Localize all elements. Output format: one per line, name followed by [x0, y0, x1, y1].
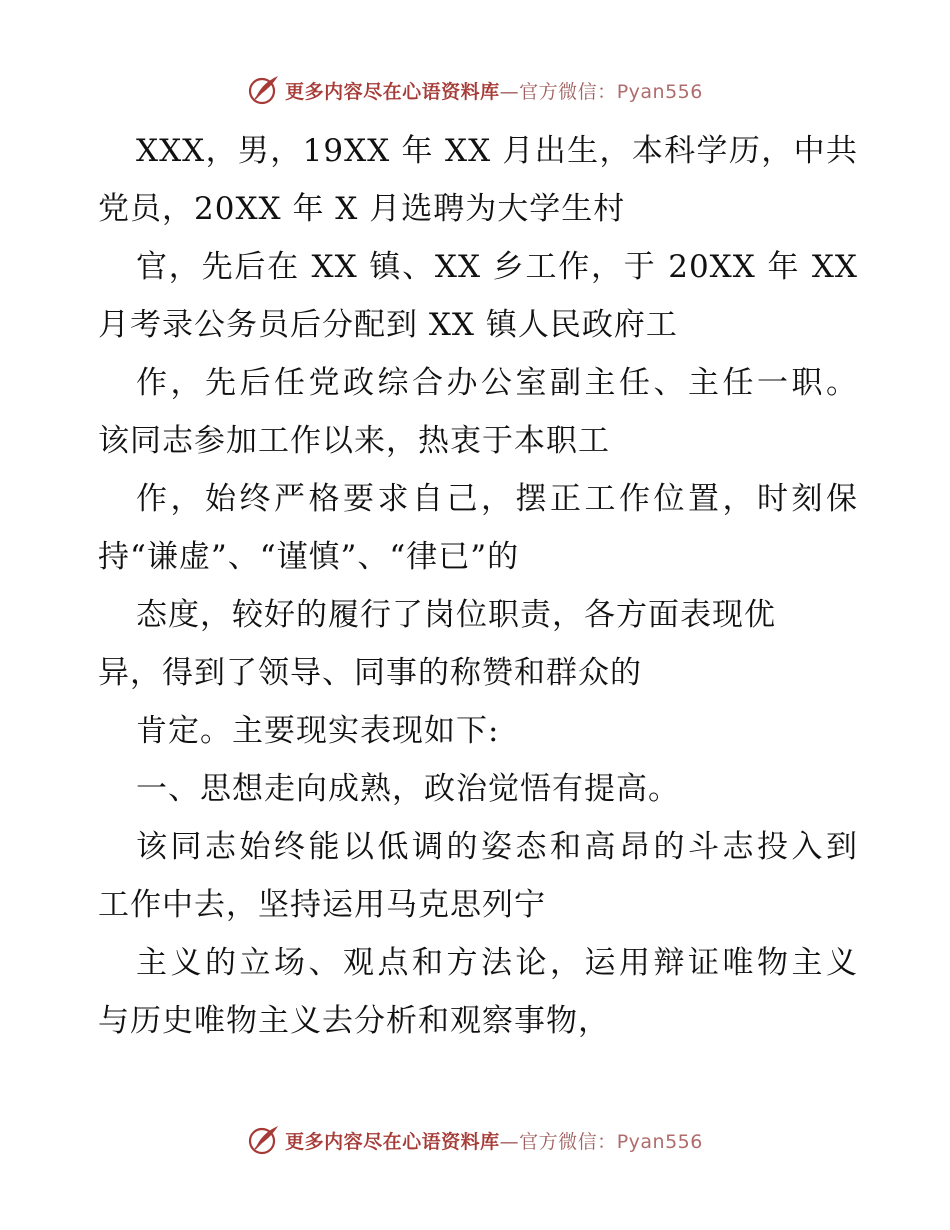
text-line: 态度，较好的履行了岗位职责，各方面表现优 — [136, 597, 776, 633]
watermark-wechat-label: 官方微信： — [519, 80, 617, 103]
quill-logo-icon — [247, 1123, 281, 1157]
section-heading: 一、思想走向成熟，政治觉悟有提高。 — [136, 771, 680, 807]
document-body — [98, 122, 858, 1050]
watermark-dash: — — [499, 1130, 520, 1153]
text-line: 与历史唯物主义去分析和观察事物， — [98, 1003, 610, 1039]
quill-logo-icon — [247, 73, 281, 107]
watermark-text — [285, 1127, 703, 1154]
watermark-wechat-id: Pyan556 — [616, 80, 703, 103]
text-line: 该同志始终能以低调的姿态和高昂的斗志投入到 — [136, 829, 858, 865]
text-line: XXX，男，19XX 年 XX 月出生，本科学历，中共 — [136, 133, 858, 169]
watermark-dash: — — [499, 80, 520, 103]
text-line: 作，始终严格要求自己，摆正工作位置，时刻保 — [136, 481, 858, 517]
text-line: 该同志参加工作以来，热衷于本职工 — [98, 423, 610, 459]
watermark-wechat-label: 官方微信： — [519, 1130, 617, 1153]
text-line: 持“谦虚”、“谨慎”、“律已”的 — [98, 539, 520, 575]
header-watermark — [0, 70, 950, 110]
watermark-brand: 更多内容尽在心语资料库 — [285, 1130, 500, 1153]
text-line: 异，得到了领导、同事的称赞和群众的 — [98, 655, 642, 691]
footer-watermark — [0, 1120, 950, 1160]
watermark-text — [285, 77, 703, 104]
text-line: 党员，20XX 年 X 月选聘为大学生村 — [98, 191, 626, 227]
text-line: 官，先后在 XX 镇、XX 乡工作，于 20XX 年 XX — [136, 249, 858, 285]
text-line: 工作中去，坚持运用马克思列宁 — [98, 887, 546, 923]
text-line: 主义的立场、观点和方法论，运用辩证唯物主义 — [136, 945, 858, 981]
watermark-wechat-id: Pyan556 — [616, 1130, 703, 1153]
text-line: 月考录公务员后分配到 XX 镇人民政府工 — [98, 307, 678, 343]
text-line: 作，先后任党政综合办公室副主任、主任一职。 — [136, 365, 858, 401]
text-line: 肯定。主要现实表现如下: — [136, 713, 500, 749]
watermark-brand: 更多内容尽在心语资料库 — [285, 80, 500, 103]
